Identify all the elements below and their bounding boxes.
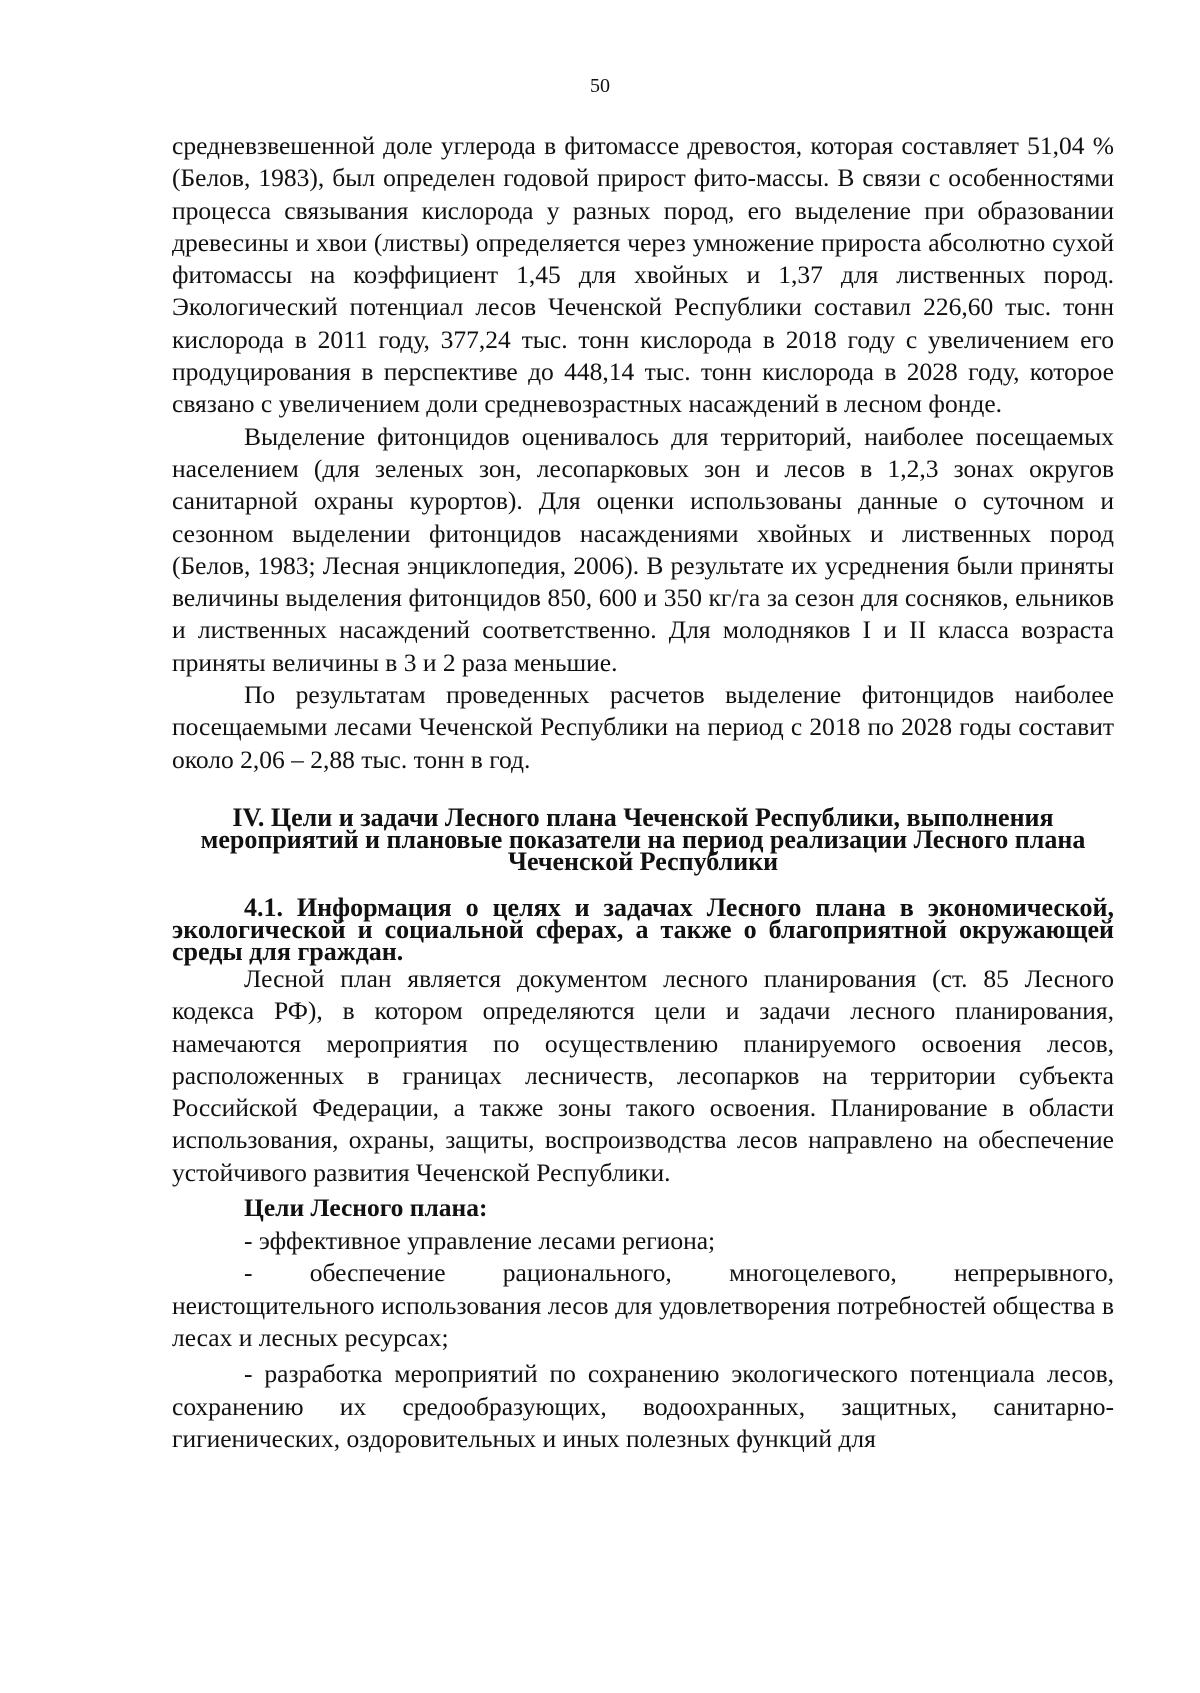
- goals-heading: Цели Лесного плана:: [244, 1193, 488, 1223]
- paragraph-oxygen-potential: средневзвешенной доле углерода в фитомассе древостоя, которая составляет 51,04 % (Белов, 1983), был определен годовой прирост фито-массы. В связи с особенностями процесса связывания кислорода у разных пород, его выделение при образовании древесины и хвои (листвы) определяется через умножение прироста абсолютно сухой фитомассы на коэффициент 1,45 для хвойных и 1,37 для лиственных пород. Экологический потенциал лесов Чеченской Республики составил 226,60 тыс. тонн кислорода в 2011 году, 377,24 тыс. тонн кислорода в 2018 году с увеличением его продуцирования в перспективе до 448,14 тыс. тонн кислорода в 2028 году, которое связано с увеличением доли средневозрастных насаждений в лесном фонде.: [172, 131, 1114, 419]
- goal-list-item: - разработка мероприятий по сохранению экологического потенциала лесов, сохранению их средообразующих, водоохранных, защитных, санитарно-гигиенических, оздоровительных и иных полезных функций для: [172, 1359, 1114, 1453]
- paragraph-forest-plan: Лесной план является документом лесного планирования (ст. 85 Лесного кодекса РФ), в котором определяются цели и задачи лесного планирования, намечаются мероприятия по осуществлению планируемого освоения лесов, расположенных в границах лесничеств, лесопарков на территории субъекта Российской Федерации, а также зоны такого освоения. Планирование в области использования, охраны, защиты, воспроизводства лесов направлено на обеспечение устойчивого развития Чеченской Республики.: [172, 963, 1114, 1187]
- paragraph-phytoncides-results: По результатам проведенных расчетов выделение фитонцидов наиболее посещаемыми лесами Чеченской Республики на период с 2018 по 2028 годы составит около 2,06 – 2,88 тыс. тонн в год.: [172, 680, 1114, 774]
- goal-list-item: - обеспечение рационального, многоцелевого, непрерывного, неистощительного использования лесов для удовлетворения потребностей общества в лесах и лесных ресурсах;: [172, 1258, 1114, 1352]
- subsection-heading: 4.1. Информация о целях и задачах Лесного плана в экономической, экологической и социальной сферах, а также о благоприятной окружающей среды для граждан.: [172, 892, 1114, 966]
- paragraph-phytoncides-estimation: Выделение фитонцидов оценивалось для территорий, наиболее посещаемых населением (для зеленых зон, лесопарковых зон и лесов в 1,2,3 зонах округов санитарной охраны курортов). Для оценки использованы данные о суточном и сезонном выделении фитонцидов насаждениями хвойных и лиственных пород (Белов, 1983; Лесная энциклопедия, 2006). В результате их усреднения были приняты величины выделения фитонцидов 850, 600 и 350 кг/га за сезон для сосняков, ельников и лиственных насаждений соответственно. Для молодняков I и II класса возраста приняты величины в 3 и 2 раза меньшие.: [172, 421, 1114, 677]
- page-number: 50: [590, 75, 610, 97]
- goal-list-item: - эффективное управление лесами региона;: [244, 1226, 716, 1256]
- section-heading: IV. Цели и задачи Лесного плана Чеченской Республики, выполнения мероприятий и плановые показатели на период реализации Лесного плана Чеченской Республики: [200, 802, 1086, 876]
- page-content: [172, 130, 1114, 1455]
